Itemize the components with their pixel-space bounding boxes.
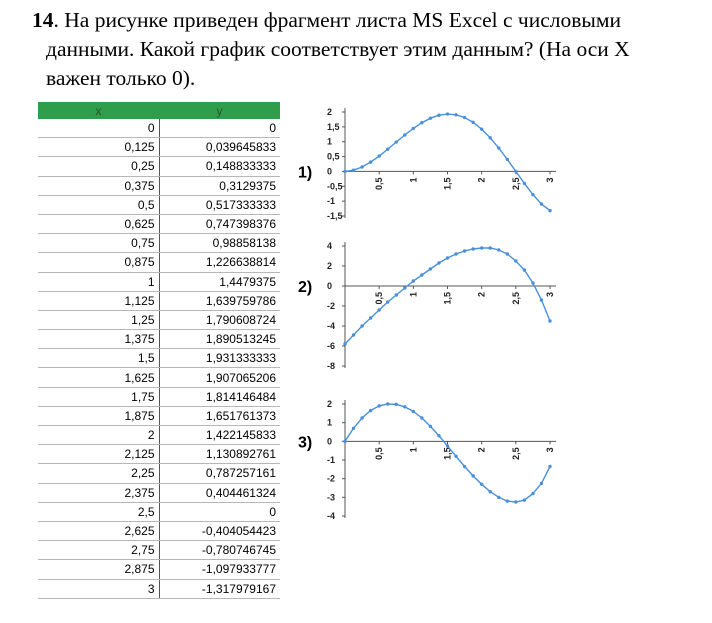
table-row [38, 195, 280, 214]
y-tick-label: -0,5 [327, 181, 343, 192]
data-point [395, 293, 398, 296]
table-row [38, 157, 280, 176]
data-point [412, 127, 415, 130]
data-point [471, 474, 474, 477]
cell-y: 1,890513245 [159, 330, 280, 349]
y-tick-label: -4 [327, 321, 336, 331]
data-point [463, 116, 466, 119]
x-tick-label: 3 [545, 177, 555, 183]
data-point [429, 117, 432, 120]
y-tick-label: 1 [327, 136, 333, 147]
cell-y: -1,097933777 [159, 560, 280, 579]
cell-y: 1,907065206 [159, 368, 280, 387]
cell-x: 2,375 [38, 483, 159, 502]
table-row [38, 560, 280, 579]
data-point [429, 267, 432, 270]
cell-y: 0,148833333 [159, 157, 280, 176]
cell-y: 1,4479375 [159, 272, 280, 291]
question-line-2: данными. Какой график соответствует этим данным? (На оси X [46, 37, 630, 61]
data-point [463, 249, 466, 252]
table-row [38, 387, 280, 406]
cell-x: 1,625 [38, 368, 159, 387]
data-point [514, 259, 517, 262]
data-point [497, 248, 500, 251]
chart-2 [290, 236, 680, 376]
data-point [480, 246, 483, 249]
data-point [369, 160, 372, 163]
cell-x: 2 [38, 426, 159, 445]
x-tick-label: 1 [408, 447, 419, 453]
chart-3 [290, 394, 680, 529]
y-tick-label: -4 [327, 511, 336, 521]
cell-y: 0 [159, 119, 280, 138]
table-row [38, 253, 280, 272]
y-tick-label: 0 [327, 281, 333, 291]
table-row [38, 483, 280, 502]
x-tick-label: 3 [545, 292, 555, 298]
y-tick-label: -6 [327, 341, 336, 351]
table-row [38, 310, 280, 329]
data-point [403, 133, 406, 136]
data-point [343, 342, 346, 345]
cell-x: 1 [38, 272, 159, 291]
data-point [360, 324, 363, 327]
data-point [377, 154, 380, 157]
data-point [471, 247, 474, 250]
cell-y: 1,422145833 [159, 426, 280, 445]
data-point [403, 405, 406, 408]
data-point [352, 427, 355, 430]
y-tick-label: 2 [327, 399, 333, 409]
cell-y: 0,98858138 [159, 234, 280, 253]
y-tick-label: 0 [327, 436, 333, 447]
charts-area [290, 98, 680, 528]
data-point [506, 499, 509, 502]
column-header-y: y [159, 102, 280, 119]
y-tick-label: 0,5 [327, 151, 340, 162]
data-point [480, 127, 483, 130]
cell-x: 2,625 [38, 521, 159, 540]
data-point [369, 409, 372, 412]
table-row [38, 176, 280, 195]
data-point [548, 465, 551, 468]
data-point [548, 319, 551, 322]
cell-x: 0,625 [38, 214, 159, 233]
data-point [420, 273, 423, 276]
data-point [360, 416, 363, 419]
chart-number-label: 3) [298, 434, 313, 452]
table-row [38, 234, 280, 253]
chart-number-label: 1) [298, 164, 313, 182]
y-tick-label: -1 [327, 196, 336, 207]
y-tick-label: 1 [327, 417, 333, 428]
table-row [38, 502, 280, 521]
cell-y: 0,517333333 [159, 195, 280, 214]
data-point [540, 482, 543, 485]
chart-1 [290, 98, 680, 228]
y-tick-label: -2 [327, 473, 336, 484]
excel-sheet-fragment [38, 102, 280, 599]
cell-x: 1,875 [38, 406, 159, 425]
cell-y: 1,130892761 [159, 445, 280, 464]
y-tick-label: 1,5 [327, 121, 340, 132]
x-tick-label: 2 [476, 292, 487, 298]
data-point [531, 281, 534, 284]
x-tick-label: 2,5 [510, 292, 521, 305]
cell-y: 0,039645833 [159, 138, 280, 157]
data-point [395, 140, 398, 143]
cell-y: -0,780746745 [159, 541, 280, 560]
y-tick-label: -2 [327, 301, 336, 311]
data-point [514, 170, 517, 173]
cell-y: 1,931333333 [159, 349, 280, 368]
x-tick-label: 2 [476, 177, 487, 183]
data-point [429, 425, 432, 428]
cell-x: 2,25 [38, 464, 159, 483]
cell-x: 0,5 [38, 195, 159, 214]
question-text [32, 6, 704, 93]
data-point [497, 496, 500, 499]
cell-x: 2,125 [38, 445, 159, 464]
data-point [386, 402, 389, 405]
table-row [38, 291, 280, 310]
data-point [506, 158, 509, 161]
cell-x: 0,25 [38, 157, 159, 176]
x-tick-label: 1 [408, 292, 419, 298]
data-point [437, 261, 440, 264]
y-tick-label: -8 [327, 361, 336, 371]
data-point [489, 246, 492, 249]
table-row [38, 426, 280, 445]
x-tick-label: 1,5 [442, 292, 453, 305]
sheet-body [38, 119, 280, 598]
data-point [454, 455, 457, 458]
y-tick-label: 2 [327, 261, 333, 271]
data-point [531, 492, 534, 495]
data-point [531, 193, 534, 196]
data-point [540, 298, 543, 301]
y-tick-label: 2 [327, 107, 333, 117]
y-tick-label: 4 [327, 241, 333, 251]
table-row [38, 521, 280, 540]
data-point [403, 286, 406, 289]
cell-x: 0,75 [38, 234, 159, 253]
data-point [412, 279, 415, 282]
chart-number-label: 2) [298, 279, 313, 296]
cell-x: 1,5 [38, 349, 159, 368]
data-point [446, 444, 449, 447]
x-tick-label: 1,5 [442, 177, 453, 190]
x-tick-label: 0,5 [374, 447, 385, 460]
table-row [38, 445, 280, 464]
data-point [454, 113, 457, 116]
data-point [454, 252, 457, 255]
data-point [352, 333, 355, 336]
data-point [386, 148, 389, 151]
table-row [38, 214, 280, 233]
cell-x: 0,375 [38, 176, 159, 195]
data-point [548, 209, 551, 212]
data-point [480, 483, 483, 486]
table-row [38, 541, 280, 560]
data-point [514, 500, 517, 503]
table-row [38, 464, 280, 483]
cell-y: 1,814146484 [159, 387, 280, 406]
data-point [497, 146, 500, 149]
cell-x: 1,25 [38, 310, 159, 329]
table-row [38, 579, 280, 598]
cell-y: 0,404461324 [159, 483, 280, 502]
cell-y: 1,790608724 [159, 310, 280, 329]
data-point [343, 170, 346, 173]
cell-x: 2,75 [38, 541, 159, 560]
cell-x: 2,875 [38, 560, 159, 579]
x-tick-label: 3 [545, 447, 555, 453]
data-point [412, 410, 415, 413]
data-point [420, 121, 423, 124]
table-row [38, 330, 280, 349]
data-point [446, 256, 449, 259]
cell-x: 0 [38, 119, 159, 138]
table-row [38, 406, 280, 425]
data-point [523, 182, 526, 185]
data-point [523, 268, 526, 271]
data-point [395, 403, 398, 406]
x-tick-label: 0,5 [374, 177, 385, 190]
data-point [420, 416, 423, 419]
x-tick-label: 2 [476, 447, 487, 453]
y-tick-label: -3 [327, 492, 336, 503]
data-point [446, 112, 449, 115]
cell-x: 3 [38, 579, 159, 598]
data-point [463, 465, 466, 468]
data-point [540, 202, 543, 205]
cell-y: 0,747398376 [159, 214, 280, 233]
cell-x: 0,875 [38, 253, 159, 272]
data-point [489, 136, 492, 139]
x-tick-label: 2,5 [510, 177, 521, 190]
y-tick-label: -1 [327, 455, 336, 465]
table-row [38, 119, 280, 138]
y-tick-label: 0 [327, 166, 333, 177]
cell-y: 0,3129375 [159, 176, 280, 195]
cell-y: 1,651761373 [159, 406, 280, 425]
data-point [471, 121, 474, 124]
cell-x: 1,75 [38, 387, 159, 406]
column-header-x: x [38, 102, 159, 119]
data-point [506, 252, 509, 255]
y-tick-label: -1,5 [327, 211, 343, 221]
data-point [437, 434, 440, 437]
data-point [360, 165, 363, 168]
data-point [352, 169, 355, 172]
data-point [437, 114, 440, 117]
sheet-header-row [38, 102, 280, 119]
x-tick-label: 1,5 [442, 447, 453, 460]
question-number: 14 [32, 8, 54, 32]
cell-y: 1,226638814 [159, 253, 280, 272]
table-row [38, 349, 280, 368]
cell-y: 0,787257161 [159, 464, 280, 483]
cell-x: 1,125 [38, 291, 159, 310]
series-line [345, 114, 550, 211]
cell-x: 2,5 [38, 502, 159, 521]
data-point [489, 490, 492, 493]
x-tick-label: 0,5 [374, 292, 385, 305]
data-point [377, 404, 380, 407]
data-point [377, 308, 380, 311]
data-point [343, 440, 346, 443]
cell-y: -0,404054423 [159, 521, 280, 540]
data-point [523, 498, 526, 501]
table-row [38, 368, 280, 387]
data-point [386, 300, 389, 303]
cell-y: -1,317979167 [159, 579, 280, 598]
question-line-3: важен только 0). [46, 66, 196, 90]
x-tick-label: 2,5 [510, 447, 521, 460]
cell-y: 0 [159, 502, 280, 521]
cell-x: 1,375 [38, 330, 159, 349]
question-line-1: 14. На рисунке приведен фрагмент листа MS Excel с числовыми [32, 8, 621, 32]
table-row [38, 138, 280, 157]
table-row [38, 272, 280, 291]
x-tick-label: 1 [408, 177, 419, 183]
data-point [369, 316, 372, 319]
cell-y: 1,639759786 [159, 291, 280, 310]
cell-x: 0,125 [38, 138, 159, 157]
